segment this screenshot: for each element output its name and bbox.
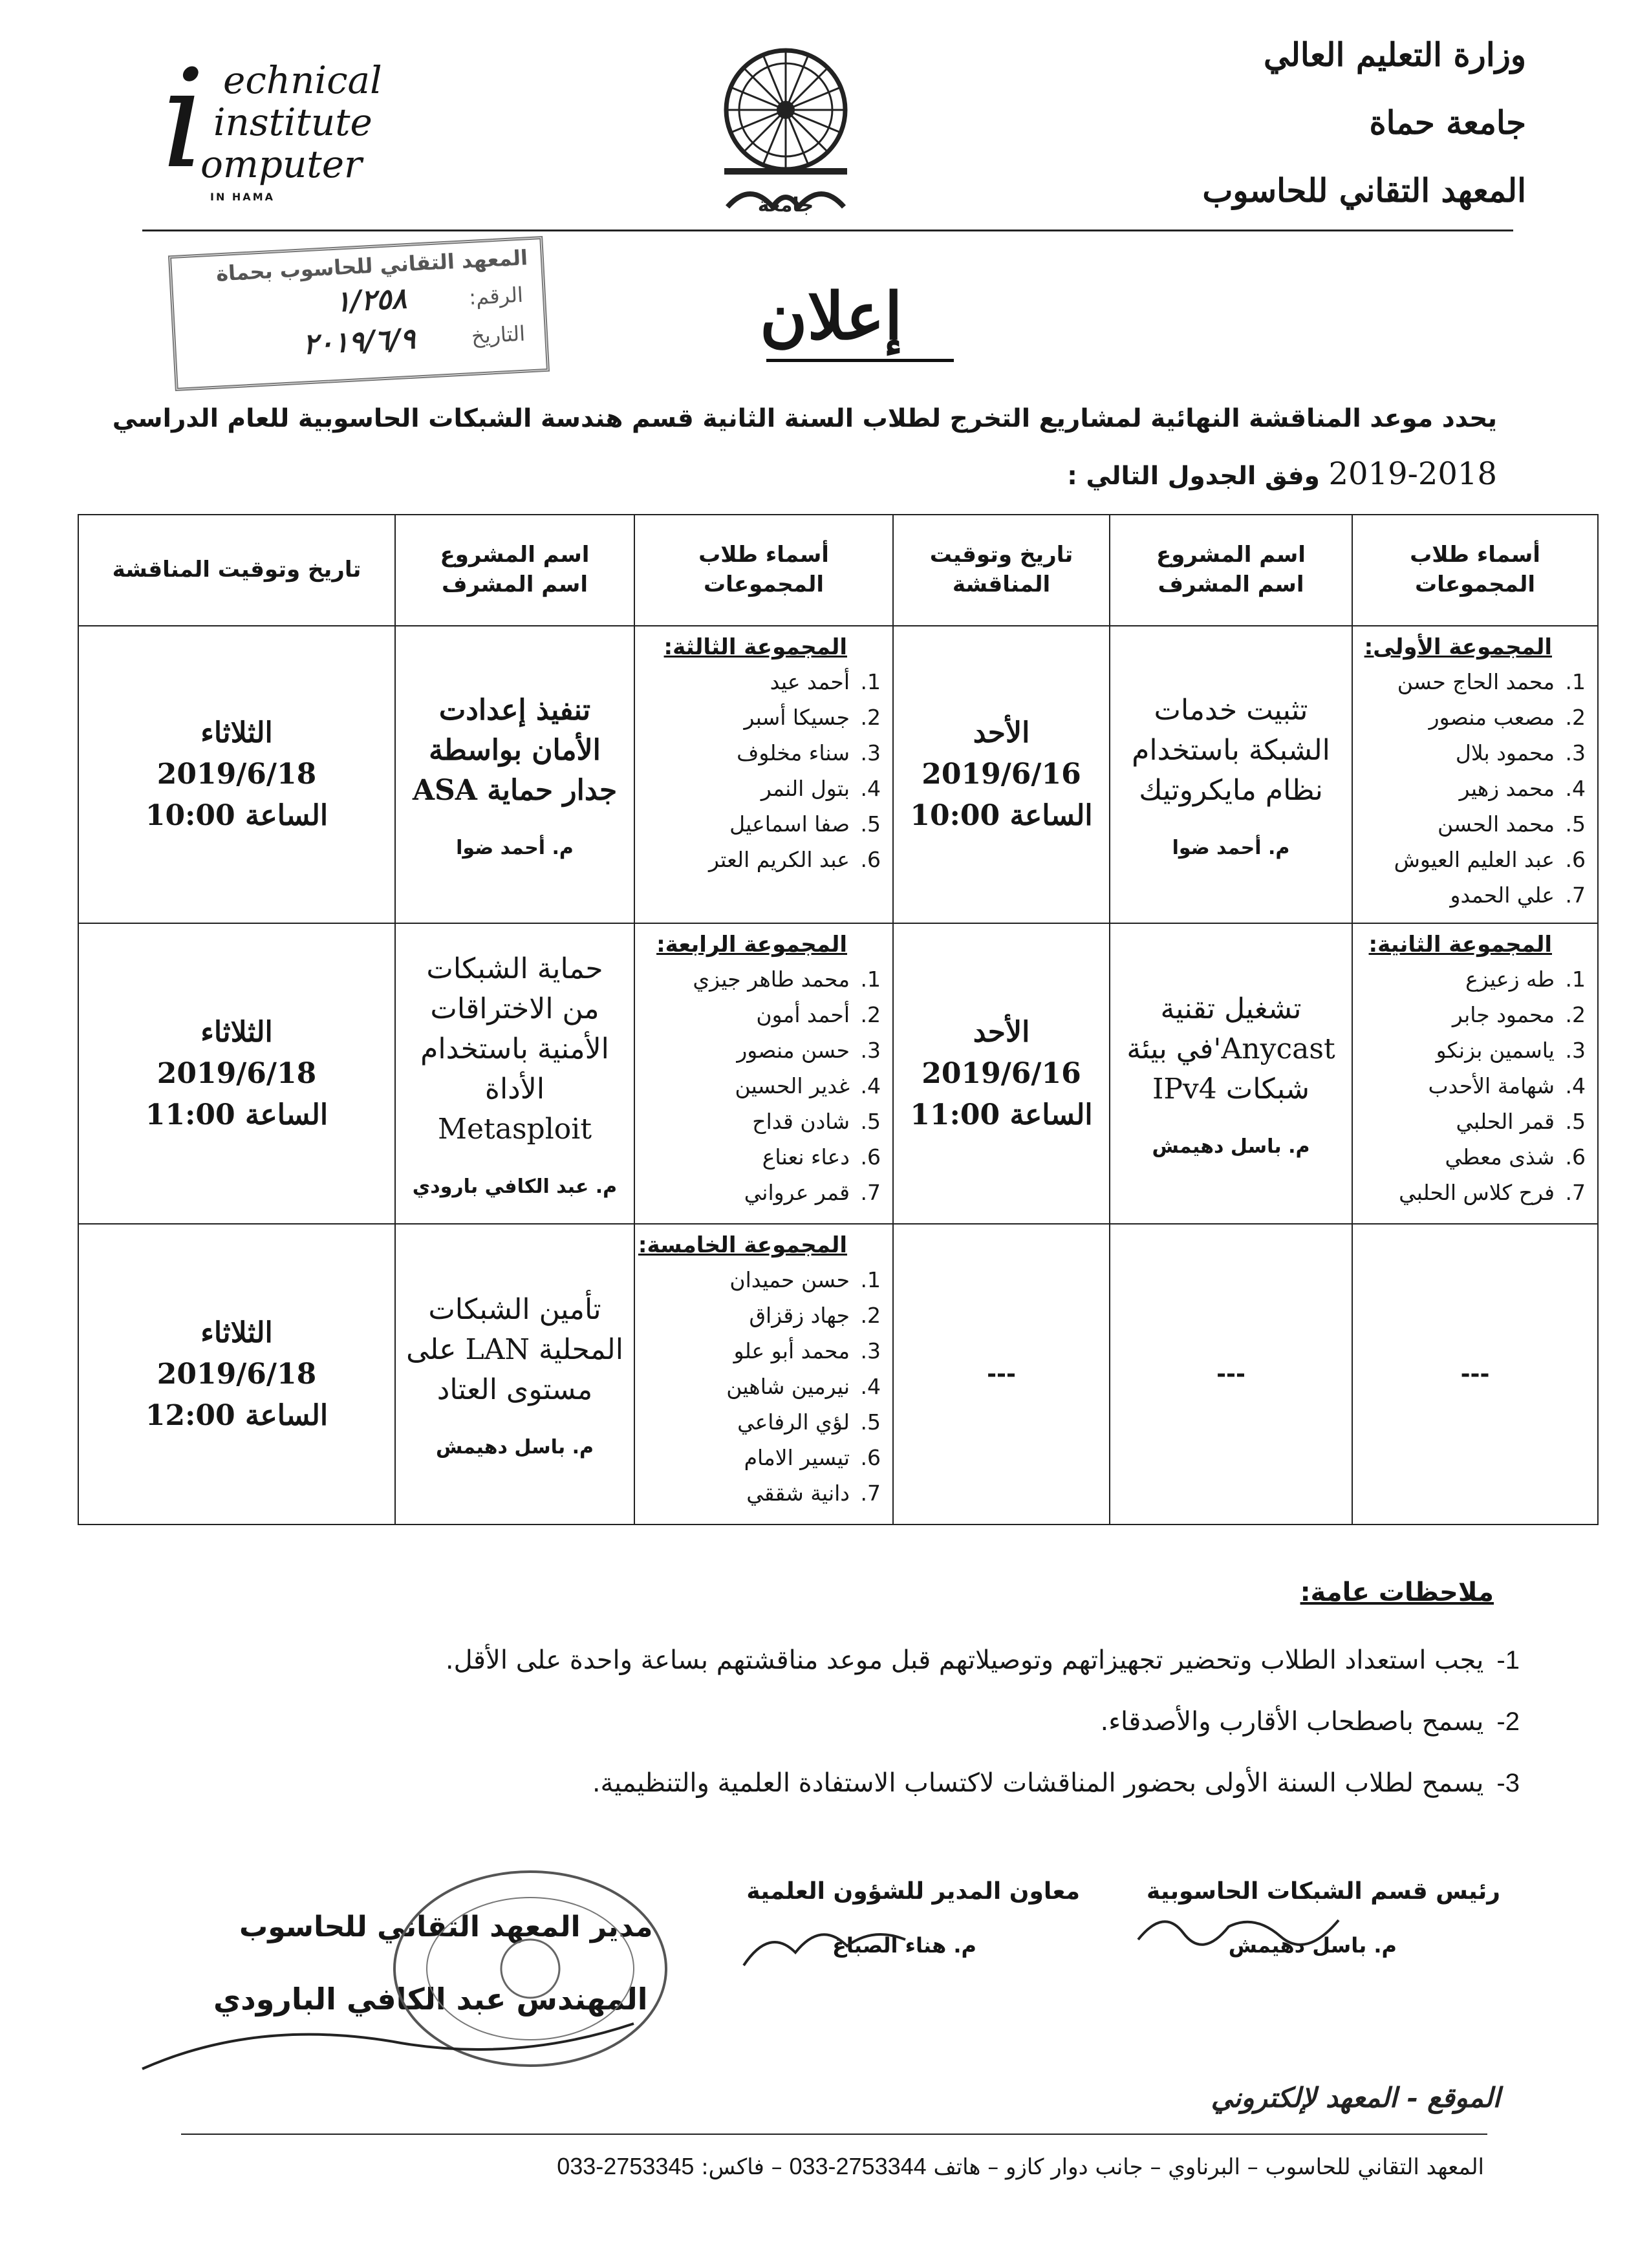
defense-time: الساعة 12:00	[145, 1398, 329, 1432]
director-title: مدير المعهد التقاني للحاسوب	[239, 1910, 653, 1943]
group-4-cell	[634, 923, 893, 1224]
defense-day: الأحد	[973, 716, 1030, 749]
header-divider	[142, 230, 1513, 231]
header-date-right: تاريخ وتوقيت المناقشة	[893, 515, 1110, 626]
footer-address: المعهد التقاني للحاسوب – البرناوي – جانب دوار كازو – هاتف	[933, 2154, 1484, 2180]
group-3-title: المجموعة الثالثة:	[663, 634, 847, 660]
stamp-ref-label: الرقم:	[468, 282, 524, 310]
student: 7. فرح كلاس الحلبي	[1353, 1175, 1558, 1210]
supervisor-name: م. عبد الكافي بارودي	[412, 1175, 618, 1198]
defense-date: 2019/6/16	[921, 758, 1081, 791]
project-title: تشغيل تقنية Anycast'في بيئة شبكات IPv4	[1126, 992, 1335, 1106]
group-1-students	[1353, 664, 1597, 913]
deputy-signature-icon	[737, 1907, 931, 1978]
student: 3. محمد أبو علو	[635, 1333, 854, 1369]
project-title: حماية الشبكات من الاختراقات الأمنية باستخدام الأداة Metasploit	[420, 952, 609, 1146]
group-2-project-cell	[1110, 923, 1352, 1224]
note-number: 2-	[1496, 1707, 1520, 1736]
group-3-students	[635, 664, 892, 877]
student: 6. تيسير الامام	[635, 1440, 854, 1475]
group-3-date-cell	[78, 626, 395, 923]
note-item	[592, 1768, 1520, 1798]
defense-time: الساعة 11:00	[145, 1098, 329, 1131]
head-signature-icon	[1125, 1901, 1358, 1959]
defense-day: الثلاثاء	[200, 1015, 273, 1049]
group-2-title: المجموعة الثانية:	[1368, 932, 1552, 957]
logo-monogram: i	[162, 40, 206, 198]
note-item	[1101, 1707, 1520, 1737]
project-title: تثبيت خدمات الشبكة باستخدام نظام مايكروتيك	[1132, 693, 1330, 807]
institute-logo	[162, 40, 472, 207]
stamp-ref-value: ١/٢٥٨	[334, 282, 408, 319]
supervisor-name: م. باسل دهيمش	[435, 1436, 594, 1459]
stamp-title: المعهد التقاني للحاسوب بحماة	[215, 245, 528, 286]
group-2-date-cell	[893, 923, 1110, 1224]
student: 5. لؤي الرفاعي	[635, 1404, 854, 1440]
university-emblem-icon	[711, 42, 860, 217]
footer-contact	[557, 2153, 1484, 2180]
header-students-left: أسماء طلاب المجموعات	[634, 515, 893, 626]
head-of-department-name: م. باسل دهيمش	[1228, 1933, 1397, 1958]
group-5-date-cell	[78, 1224, 395, 1524]
logo-line-2: institute	[213, 100, 372, 144]
project-title: تنفيذ إعدادت الأمان بواسطة جدار حماية ASA	[412, 693, 618, 807]
student: 7. علي الحمدو	[1353, 877, 1558, 913]
group-4-students	[635, 961, 892, 1210]
student: 4. محمد زهير	[1353, 771, 1558, 806]
intro-line-2	[1067, 456, 1497, 492]
empty-cell	[893, 1224, 1110, 1524]
supervisor-name: م. باسل دهيمش	[1152, 1135, 1310, 1158]
empty-cell	[1352, 1224, 1598, 1524]
academic-year: 2019-2018	[1328, 456, 1497, 492]
header-students-right: أسماء طلاب المجموعات	[1352, 515, 1598, 626]
student: 4. بتول النمر	[635, 771, 854, 806]
table-row	[78, 626, 1598, 923]
director-name: المهندس عبد الكافي البارودي	[213, 1982, 648, 2017]
table-row	[78, 923, 1598, 1224]
student: 1. محمد الحاج حسن	[1353, 664, 1558, 700]
registry-stamp	[168, 236, 550, 391]
group-1-date-cell	[893, 626, 1110, 923]
group-2-students	[1353, 961, 1597, 1210]
group-5-students	[635, 1262, 892, 1511]
university-name: جامعة حماة	[1369, 103, 1526, 142]
student: 3. سناء مخلوف	[635, 735, 854, 771]
student: 2. محمود جابر	[1353, 997, 1558, 1032]
project-title: تأمين الشبكات المحلية LAN على مستوى العتاد	[406, 1293, 623, 1406]
header-project-right: اسم المشروع اسم المشرف	[1110, 515, 1352, 626]
defense-date: 2019/6/18	[156, 1056, 317, 1090]
empty-marker: ---	[1216, 1361, 1245, 1387]
student: 1. حسن حميدان	[635, 1262, 854, 1298]
group-2-cell	[1352, 923, 1598, 1224]
group-1-project-cell	[1110, 626, 1352, 923]
emblem-caption: جامعة	[757, 194, 814, 217]
student: 6. عبد العليم العيوش	[1353, 842, 1558, 877]
stamp-date-value: ٢٠١٩/٦/٩	[302, 322, 416, 361]
student: 3. حسن منصور	[635, 1032, 854, 1068]
group-5-cell	[634, 1224, 893, 1524]
defense-time: الساعة 10:00	[145, 799, 329, 832]
student: 1. طه زعيزع	[1353, 961, 1558, 997]
student: 5. صفا اسماعيل	[635, 806, 854, 842]
page-title: إعلان	[760, 278, 903, 354]
footer-phone: 033-2753344	[789, 2153, 927, 2179]
defense-day: الثلاثاء	[200, 716, 273, 749]
group-4-date-cell	[78, 923, 395, 1224]
footer-fax-label: – فاكس:	[701, 2154, 782, 2180]
student: 4. غدير الحسين	[635, 1068, 854, 1104]
supervisor-name: م. أحمد ضوا	[456, 836, 574, 859]
group-3-project-cell	[395, 626, 634, 923]
intro-line-2-text: وفق الجدول التالي :	[1067, 462, 1320, 491]
header-project-left: اسم المشروع اسم المشرف	[395, 515, 634, 626]
student: 4. شهامة الأحدب	[1353, 1068, 1558, 1104]
note-item	[446, 1645, 1520, 1675]
defense-date: 2019/6/18	[156, 1357, 317, 1391]
student: 7. دانية شققي	[635, 1475, 854, 1511]
group-4-title: المجموعة الرابعة:	[656, 932, 847, 957]
head-of-department-title: رئيس قسم الشبكات الحاسوبية	[1146, 1878, 1500, 1905]
group-4-project-cell	[395, 923, 634, 1224]
student: 1. أحمد عيد	[635, 664, 854, 700]
defense-date: 2019/6/16	[921, 1056, 1081, 1090]
student: 2. جسيكا أسبر	[635, 700, 854, 735]
table-row	[78, 1224, 1598, 1524]
group-1-title: المجموعة الأولى:	[1364, 634, 1552, 660]
student: 5. محمد الحسن	[1353, 806, 1558, 842]
note-text: يجب استعداد الطلاب وتحضير تجهيزاتهم وتوصيلاتهم قبل موعد مناقشتهم بساعة واحدة على الأقل.	[445, 1645, 1484, 1675]
ministry-name: وزارة التعليم العالي	[1264, 36, 1526, 74]
website-note: الموقع - المعهد لإلكتروني	[1211, 2082, 1500, 2113]
logo-line-1: echnical	[223, 58, 382, 102]
deputy-director-name: م. هناء الصباغ	[832, 1933, 976, 1958]
stamp-date-label: التاريخ	[471, 321, 526, 348]
student: 2. مصعب منصور	[1353, 700, 1558, 735]
defense-day: الثلاثاء	[200, 1316, 273, 1349]
footer-fax: 033-2753345	[557, 2153, 695, 2179]
defense-time: الساعة 11:00	[910, 1098, 1093, 1131]
defense-date: 2019/6/18	[156, 758, 317, 791]
table-header-row	[78, 515, 1598, 626]
student: 6. دعاء نعناع	[635, 1139, 854, 1175]
institute-name: المعهد التقاني للحاسوب	[1202, 171, 1526, 209]
group-1-cell	[1352, 626, 1598, 923]
student: 6. عبد الكريم العتر	[635, 842, 854, 877]
logo-city: IN HAMA	[210, 191, 275, 203]
student: 5. قمر الحلبي	[1353, 1104, 1558, 1139]
note-text: يسمح لطلاب السنة الأولى بحضور المناقشات لاكتساب الاستفادة العلمية والتنظيمية.	[592, 1768, 1484, 1798]
note-number: 3-	[1496, 1769, 1520, 1797]
student: 3. ياسمين بزنكو	[1353, 1032, 1558, 1068]
empty-cell	[1110, 1224, 1352, 1524]
student: 1. محمد طاهر جيزي	[635, 961, 854, 997]
notes-heading: ملاحظات عامة:	[1300, 1578, 1494, 1607]
footer-divider	[181, 2134, 1487, 2135]
group-3-cell	[634, 626, 893, 923]
note-text: يسمح باصطحاب الأقارب والأصدقاء.	[1100, 1707, 1484, 1737]
student: 2. جهاد زقزاق	[635, 1298, 854, 1333]
defense-day: الأحد	[973, 1015, 1030, 1049]
student: 6. شذى معطي	[1353, 1139, 1558, 1175]
student: 3. محمود بلال	[1353, 735, 1558, 771]
student: 4. نيرمين شاهين	[635, 1369, 854, 1404]
deputy-director-title: معاون المدير للشؤون العلمية	[746, 1878, 1080, 1905]
empty-marker: ---	[987, 1361, 1016, 1387]
logo-line-3: omputer	[200, 142, 362, 186]
group-5-title: المجموعة الخامسة:	[638, 1232, 847, 1258]
intro-line-1: يحدد موعد المناقشة النهائية لمشاريع التخرج لطلاب السنة الثانية قسم هندسة الشبكات الحاسوبية للعام الدراسي	[112, 404, 1497, 433]
student: 5. شادن قداح	[635, 1104, 854, 1139]
supervisor-name: م. أحمد ضوا	[1172, 836, 1290, 859]
schedule-table	[78, 514, 1599, 1525]
student: 2. أحمد أمون	[635, 997, 854, 1032]
note-number: 1-	[1496, 1646, 1520, 1674]
header-date-left: تاريخ وتوقيت المناقشة	[78, 515, 395, 626]
director-signature-icon	[129, 2004, 647, 2082]
group-5-project-cell	[395, 1224, 634, 1524]
student: 7. قمر عرواني	[635, 1175, 854, 1210]
title-underline	[766, 359, 954, 362]
defense-time: الساعة 10:00	[910, 799, 1093, 832]
empty-marker: ---	[1460, 1361, 1490, 1387]
